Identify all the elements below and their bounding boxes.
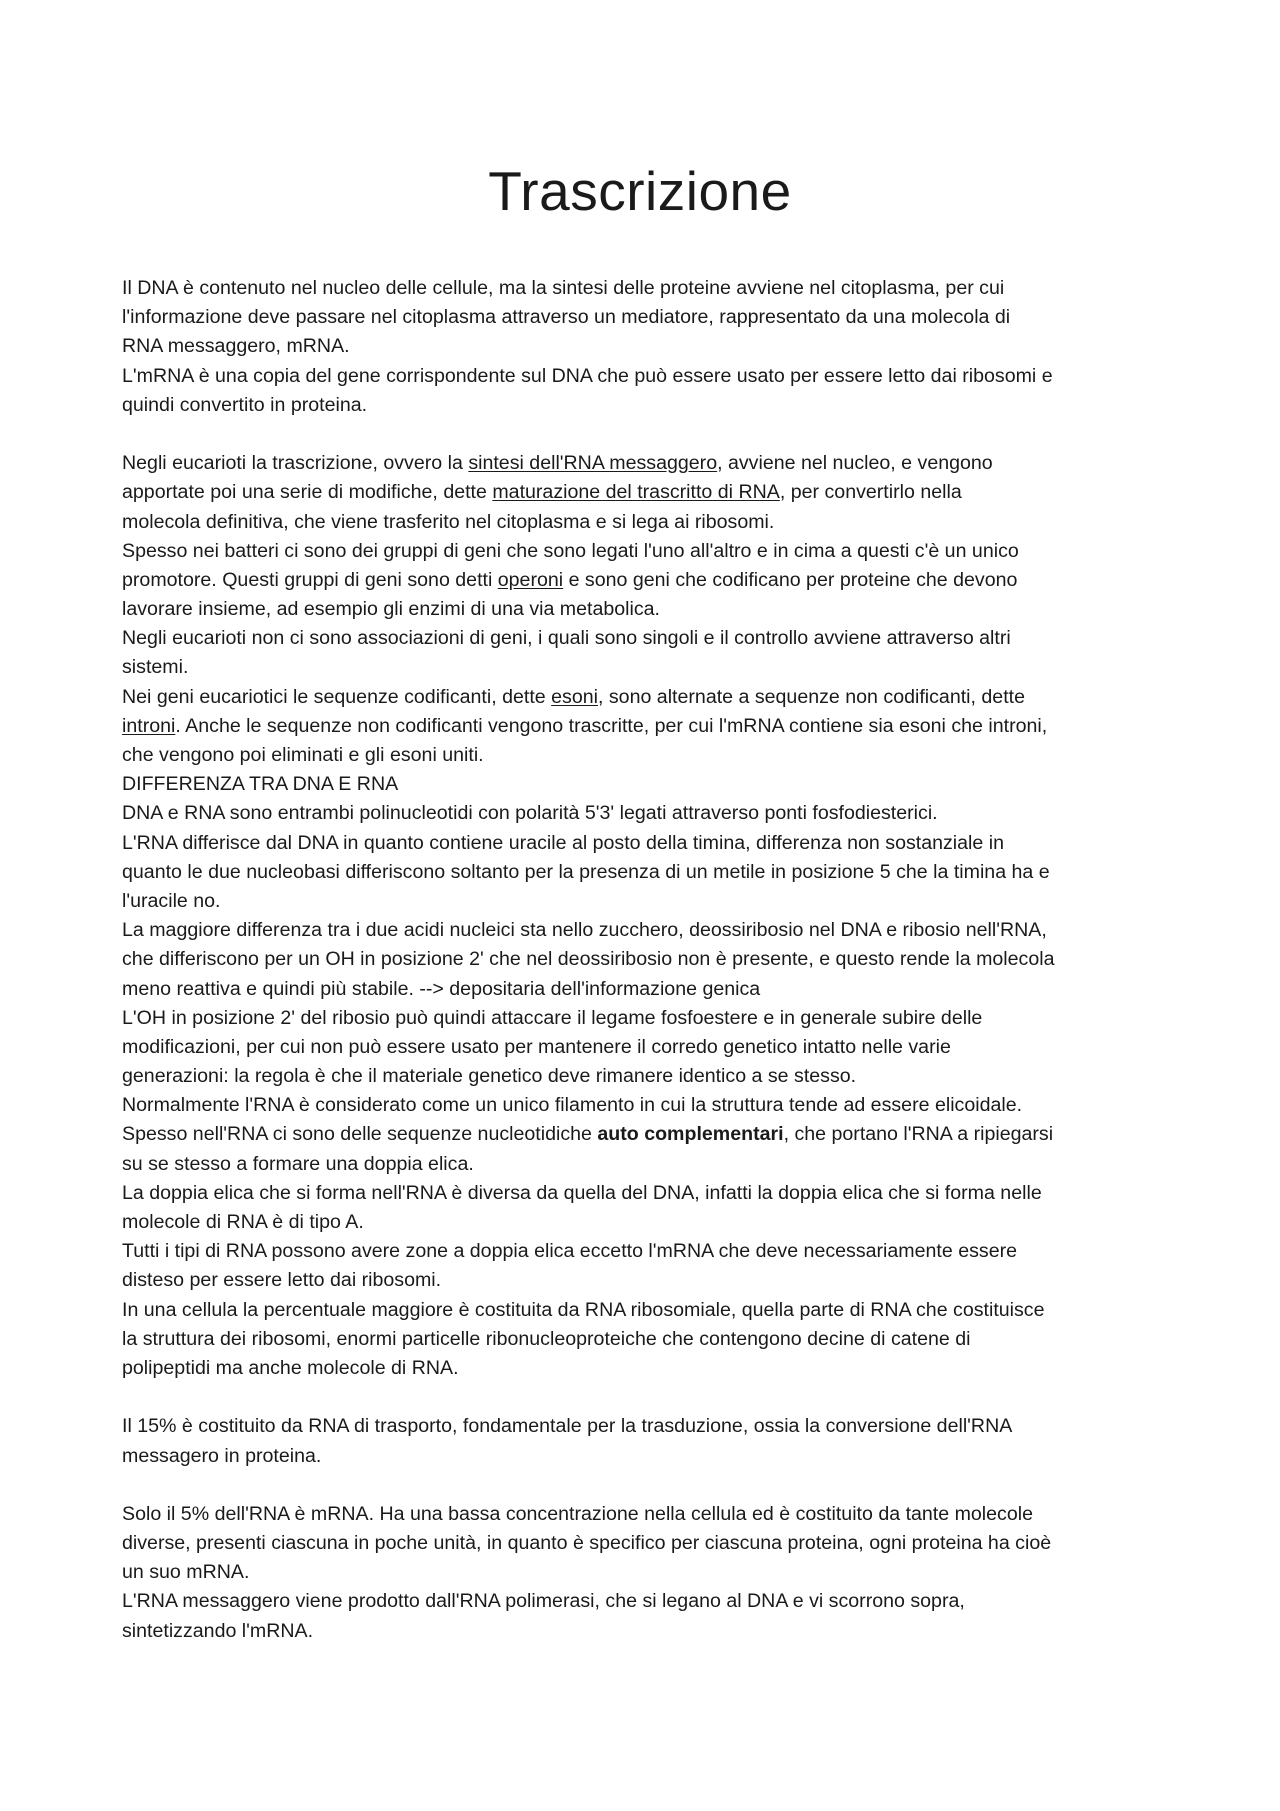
text-line: lavorare insieme, ad esempio gli enzimi di una via metabolica. (122, 598, 661, 621)
text-run: , avviene nel nucleo, e vengono (717, 452, 993, 475)
underlined-term: introni (122, 714, 176, 737)
text-line: l'uracile no. (122, 889, 221, 912)
text-line: quindi convertito in proteina. (122, 393, 368, 416)
text-line: Negli eucarioti non ci sono associazioni di geni, i quali sono singoli e il controllo avviene attraverso altri (122, 627, 1011, 650)
text-line: L'RNA messaggero viene prodotto dall'RNA polimerasi, che si legano al DNA e vi scorrono sopra, (122, 1590, 965, 1613)
paragraph-main (122, 449, 1172, 1383)
paragraph-spacer (122, 1383, 1172, 1412)
text-run: e sono geni che codificano per proteine che devono (563, 568, 1018, 591)
text-run: Spesso nell'RNA ci sono delle sequenze nucleotidiche (122, 1123, 598, 1146)
text-line: L'mRNA è una copia del gene corrispondente sul DNA che può essere usato per essere letto dai ribosomi e (122, 364, 1053, 387)
text-line: Spesso nei batteri ci sono dei gruppi di geni che sono legati l'uno all'altro e in cima a questi c'è un unico (122, 539, 1019, 562)
text-line: generazioni: la regola è che il materiale genetico deve rimanere identico a se stesso. (122, 1065, 857, 1088)
text-line: polipeptidi ma anche molecole di RNA. (122, 1356, 459, 1379)
section-heading: DIFFERENZA TRA DNA E RNA (122, 773, 399, 796)
paragraph-spacer (122, 420, 1172, 449)
text-line: sistemi. (122, 656, 189, 679)
text-line: Il DNA è contenuto nel nucleo delle cellule, ma la sintesi delle proteine avviene nel citoplasma, per cui (122, 277, 1005, 299)
document-body (122, 274, 1172, 1646)
text-line: quanto le due nucleobasi differiscono soltanto per la presenza di un metile in posizione 5 che la timina ha e (122, 860, 1050, 883)
text-line: che vengono poi eliminati e gli esoni uniti. (122, 744, 484, 766)
text-line: RNA messaggero, mRNA. (122, 335, 350, 358)
bold-term: auto complementari (597, 1123, 784, 1146)
underlined-term: esoni (551, 685, 598, 708)
underlined-term: maturazione del trascritto di RNA (492, 481, 780, 504)
text-line (122, 478, 1172, 507)
text-line (122, 1120, 1172, 1149)
text-line: la struttura dei ribosomi, enormi particelle ribonucleoproteiche che contengono decine di catene di (122, 1327, 971, 1350)
text-line: che differiscono per un OH in posizione 2' che nel deossiribosio non è presente, e questo rende la molecola (122, 948, 1055, 971)
paragraph-spacer (122, 1471, 1172, 1500)
underlined-term: operoni (497, 568, 564, 591)
text-line: disteso per essere letto dai ribosomi. (122, 1269, 442, 1292)
text-line: molecola definitiva, che viene trasferito nel citoplasma e si lega ai ribosomi. (122, 510, 775, 533)
text-line: L'RNA differisce dal DNA in quanto contiene uracile al posto della timina, differenza non sostanziale in (122, 831, 1004, 854)
text-run: , sono alternate a sequenze non codificanti, dette (597, 685, 1025, 708)
text-line: Il 15% è costituito da RNA di trasporto, fondamentale per la trasduzione, ossia la conversione dell'RNA (122, 1415, 1013, 1438)
text-line: diverse, presenti ciascuna in poche unità, in quanto è specifico per ciascuna proteina, ogni proteina ha cioè (122, 1532, 1052, 1555)
text-run: Nei geni eucariotici le sequenze codificanti, dette (122, 685, 552, 708)
text-line: l'informazione deve passare nel citoplasma attraverso un mediatore, rappresentato da una molecola di (122, 306, 1011, 329)
text-line (122, 683, 1172, 712)
text-line: molecole di RNA è di tipo A. (122, 1211, 364, 1233)
text-line: Solo il 5% dell'RNA è mRNA. Ha una bassa concentrazione nella cellula ed è costituito da tante molecole (122, 1502, 1034, 1525)
text-line: meno reattiva e quindi più stabile. --> depositaria dell'informazione genica (122, 977, 761, 1000)
text-run: , che portano l'RNA a ripiegarsi (783, 1123, 1054, 1146)
text-run: , per convertirlo nella (779, 481, 962, 504)
text-line: La maggiore differenza tra i due acidi nucleici sta nello zucchero, deossiribosio nel DNA e ribosio nell'RNA, (122, 919, 1047, 942)
text-run: promotore. Questi gruppi di geni sono detti (122, 568, 498, 591)
text-run: Negli eucarioti la trascrizione, ovvero la (122, 452, 469, 475)
text-line: In una cellula la percentuale maggiore è costituita da RNA ribosomiale, quella parte di RNA che costituisce (122, 1298, 1045, 1321)
text-line: La doppia elica che si forma nell'RNA è diversa da quella del DNA, infatti la doppia elica che si forma nelle (122, 1181, 1042, 1204)
page-title: Trascrizione (488, 160, 792, 222)
underlined-term: sintesi dell'RNA messaggero (468, 452, 718, 475)
paragraph-mrna (122, 1500, 1172, 1646)
text-line: su se stesso a formare una doppia elica. (122, 1152, 474, 1175)
paragraph-intro (122, 274, 1172, 420)
text-line (122, 566, 1172, 595)
text-line: messagero in proteina. (122, 1444, 322, 1467)
text-line: modificazioni, per cui non può essere usato per mantenere il corredo genetico intatto nelle varie (122, 1035, 951, 1058)
text-line (122, 449, 1172, 478)
text-run: apportate poi una serie di modifiche, dette (122, 481, 493, 504)
text-line: un suo mRNA. (122, 1561, 250, 1584)
text-run: . Anche le sequenze non codificanti vengono trascritte, per cui l'mRNA contiene sia esoni che introni, (175, 714, 1048, 737)
text-line: sintetizzando l'mRNA. (122, 1619, 314, 1642)
paragraph-trna (122, 1412, 1172, 1470)
text-line: Tutti i tipi di RNA possono avere zone a doppia elica eccetto l'mRNA che deve necessariamente essere (122, 1240, 1018, 1263)
text-line: L'OH in posizione 2' del ribosio può quindi attaccare il legame fosfoestere e in generale subire delle (122, 1006, 983, 1029)
text-line (122, 712, 1172, 741)
text-line: Normalmente l'RNA è considerato come un unico filamento in cui la struttura tende ad essere elicoidale. (122, 1094, 1023, 1117)
text-line: DNA e RNA sono entrambi polinucleotidi con polarità 5'3' legati attraverso ponti fosfodiesterici. (122, 802, 938, 825)
